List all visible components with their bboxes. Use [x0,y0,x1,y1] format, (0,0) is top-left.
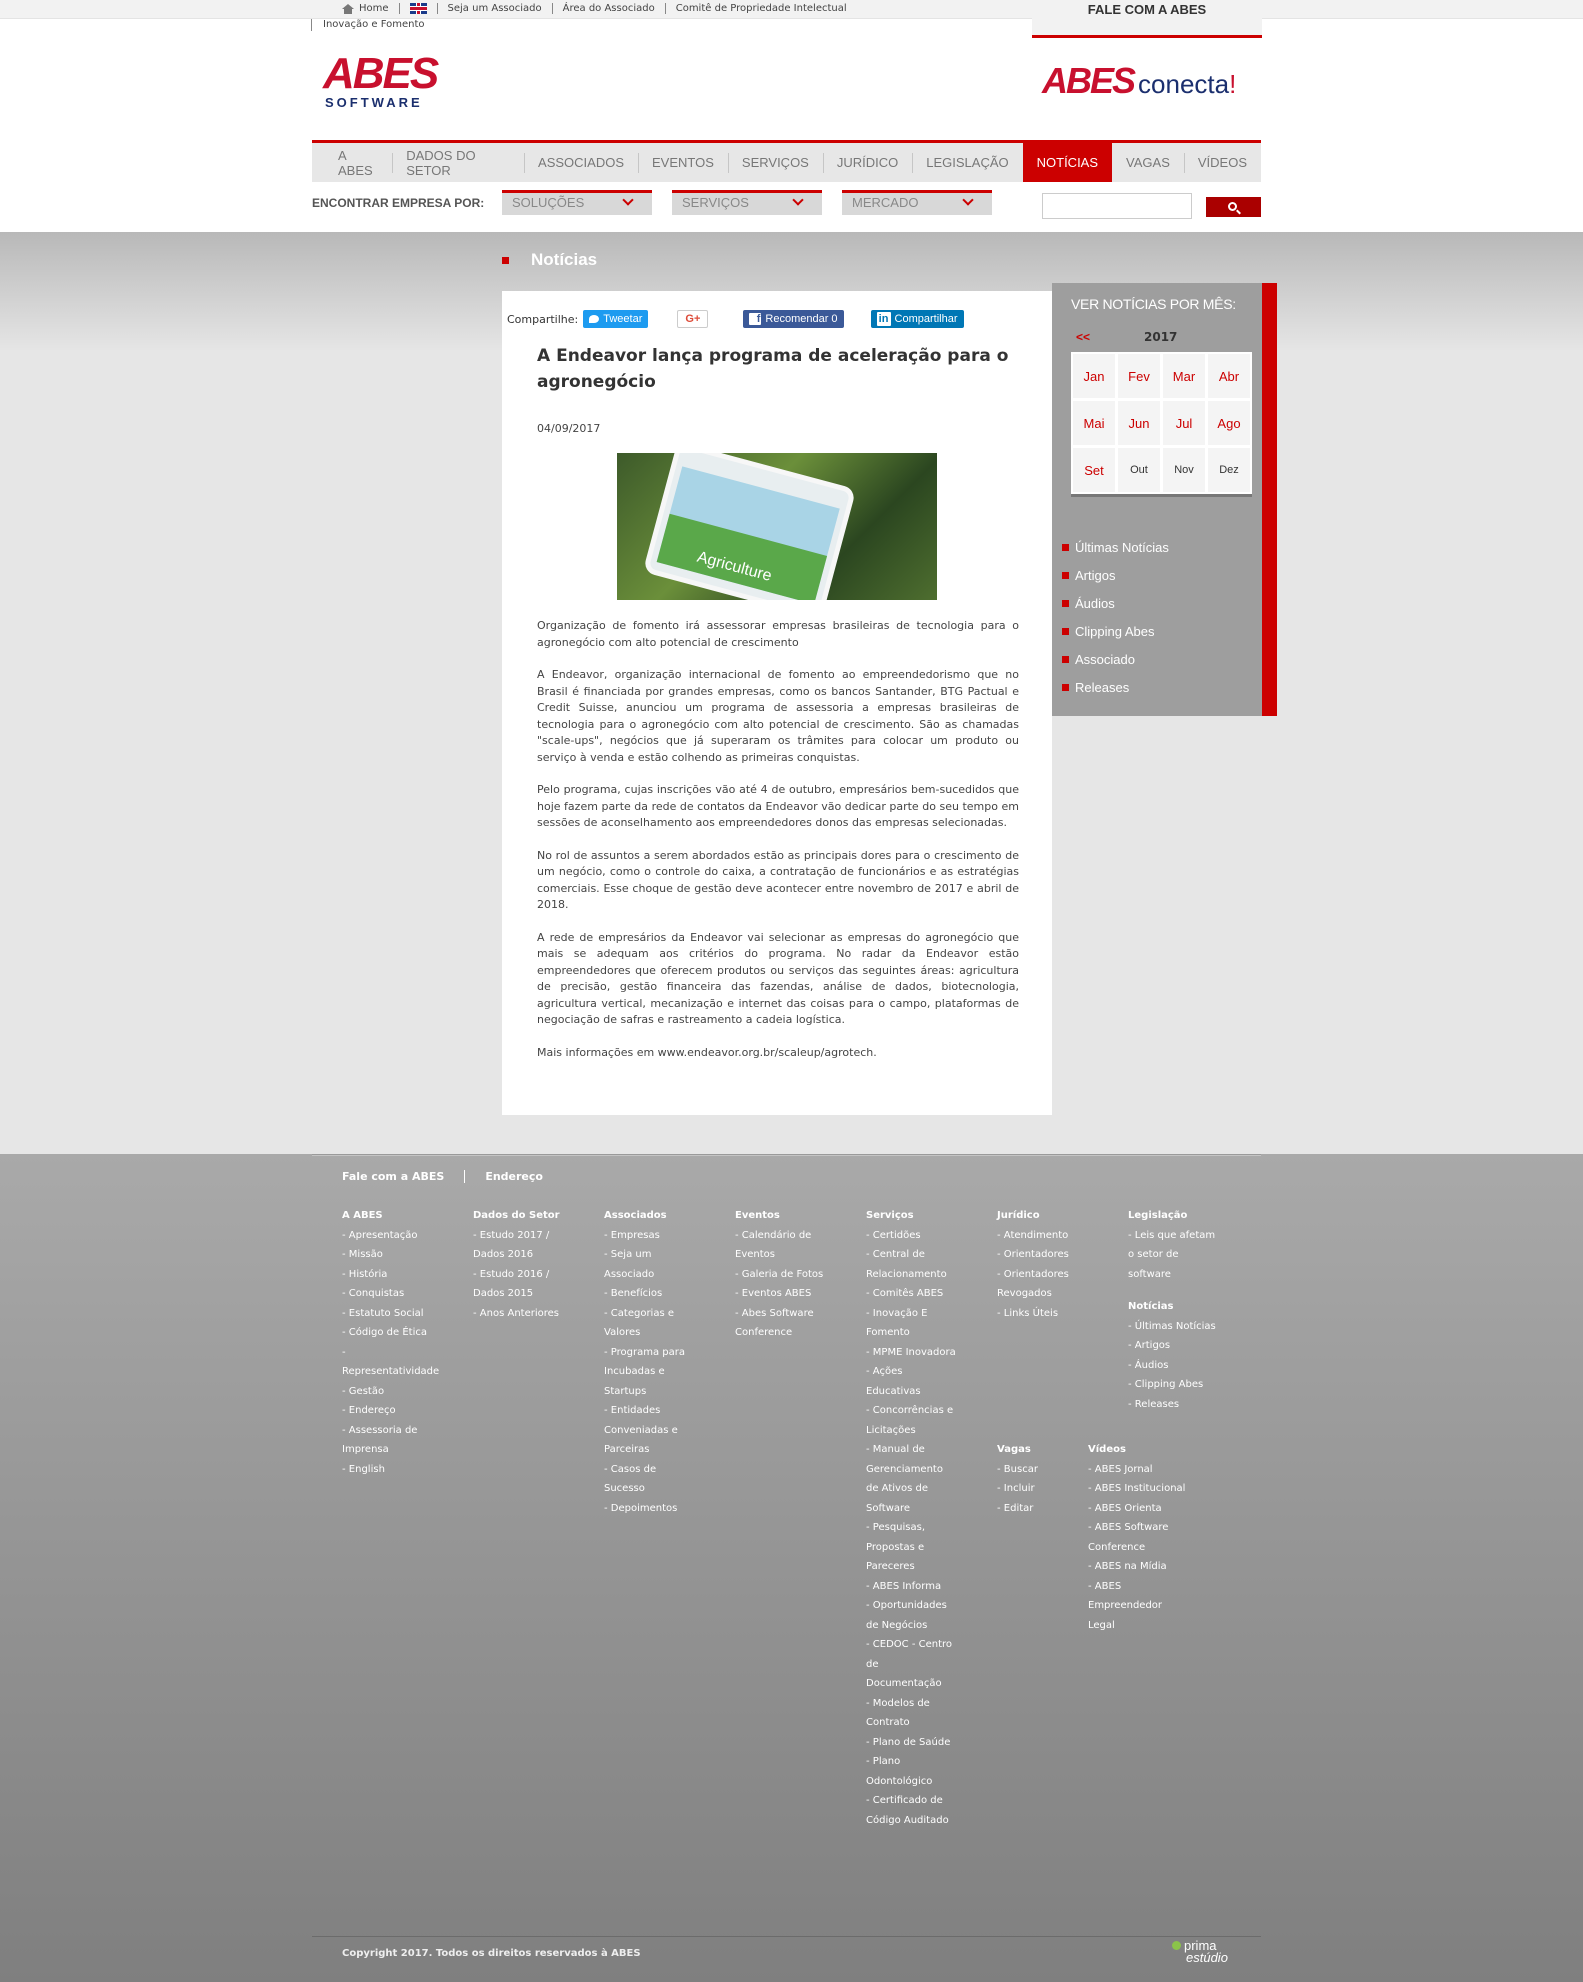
fale-com-abes-tab[interactable]: FALE COM A ABES [1032,0,1262,38]
tablet-illustration [643,453,857,600]
footer-link[interactable]: - Plano de Saúde [866,1733,956,1753]
footer-link[interactable]: - Empresas [604,1226,694,1246]
article-paragraph: A Endeavor, organização internacional de fomento ao empreendedorismo que no Brasil é financiada por grandes empresas, como os bancos Santander, BTG Pactual e Credit Suisse, anunciou um programa de assessoria a empresas brasileiras de tecnologia para o agronegócio com alto potencial de crescimento. São as chamadas "scale-ups", negócios que já superaram os trâmites para colocar um produto ou serviço à venda e estão colhendo as primeiras conquistas. [537,668,1019,764]
month-set[interactable]: Set [1073,448,1115,492]
footer-link[interactable]: - ABES Jornal [1088,1460,1188,1480]
footer-link[interactable]: - Programa para Incubadas e Startups [604,1343,694,1402]
linkedin-share-button[interactable] [871,310,964,328]
uk-flag-icon [410,3,427,14]
sidebar-link-clipping[interactable] [1062,617,1169,645]
footer-link[interactable]: - Oportunidades de Negócios [866,1596,956,1635]
month-out: Out [1118,448,1160,492]
footer-link[interactable]: - Certidões [866,1226,956,1246]
sidebar-links [1062,533,1169,701]
footer-column-heading[interactable]: Notícias [1128,1301,1174,1312]
month-abr[interactable]: Abr [1208,354,1250,398]
abes-logo[interactable] [323,49,448,110]
chevron-down-icon [792,194,803,205]
linkedin-icon: in [877,312,891,326]
footer-col-vagas [997,1440,1067,1518]
servicos-select[interactable] [672,190,822,215]
footer-link[interactable]: - Incluir [997,1479,1067,1499]
footer-link[interactable]: - Plano Odontológico [866,1752,956,1791]
footer-link[interactable]: - Gestão [342,1382,432,1402]
article-title: A Endeavor lança programa de aceleração para o agronegócio [537,346,1009,392]
footer-link[interactable]: - Últimas Notícias [1128,1317,1218,1337]
footer-link[interactable]: - Anos Anteriores [473,1304,563,1324]
month-nov: Nov [1163,448,1205,492]
sidebar-link-label: Clipping Abes [1075,623,1155,639]
month-calendar [1071,352,1252,497]
footer-link[interactable]: - Atendimento [997,1226,1087,1246]
prima-text: prima [1184,1938,1217,1953]
conecta-bang: ! [1229,69,1237,99]
sidebar-link-artigos[interactable] [1062,561,1169,589]
sidebar-link-releases[interactable] [1062,673,1169,701]
footer-link[interactable]: - ABES Institucional [1088,1479,1188,1499]
search-button[interactable] [1206,197,1261,217]
footer-link[interactable]: - Estudo 2017 / Dados 2016 [473,1226,563,1265]
footer-col-legislacao [1128,1206,1218,1284]
footer-col-dados [473,1206,563,1323]
footer-link[interactable]: - Abes Software Conference [735,1304,825,1343]
article-image [617,453,937,600]
nav-dados-setor[interactable]: DADOS DO SETOR [392,143,524,182]
facebook-recommend-button[interactable] [743,310,843,328]
footer-link[interactable]: - Certificado de Código Auditado [866,1791,956,1830]
footer-bottom-line [312,1936,1261,1937]
share-bar [507,310,964,328]
article-date: 04/09/2017 [537,422,601,435]
footer-column-heading[interactable]: Associados [604,1210,667,1221]
nav-vagas[interactable]: VAGAS [1126,155,1170,170]
nav-eventos[interactable]: EVENTOS [638,143,728,182]
article-paragraph: Mais informações em www.endeavor.org.br/scaleup/agrotech. [537,1045,877,1059]
prima-logo-icon [1172,1941,1181,1950]
footer-head [342,1170,543,1183]
footer-link[interactable]: - Comitês ABES [866,1284,956,1304]
footer-link[interactable]: - ABES Empreendedor Legal [1088,1577,1188,1636]
search-icon [1228,202,1237,211]
tablet-green-band [657,514,827,600]
footer-link[interactable]: - Galeria de Fotos [735,1265,825,1285]
footer-link[interactable]: - English [342,1460,432,1480]
home-link[interactable] [342,3,399,14]
sidebar-link-ultimas[interactable] [1062,533,1169,561]
footer-link[interactable]: - Pesquisas, Propostas e Pareceres [866,1518,956,1577]
english-flag-link[interactable] [399,3,437,14]
calendar-year: 2017 [1144,330,1178,344]
comite-link[interactable]: Comitê de Propriedade Intelectual [665,3,857,14]
footer-column-heading[interactable]: Jurídico [997,1210,1040,1221]
footer-link[interactable]: - Central de Relacionamento [866,1245,956,1284]
footer-link[interactable]: - Orientadores [997,1245,1087,1265]
sidebar-link-label: Áudios [1075,595,1115,611]
footer-column-heading[interactable]: Dados do Setor [473,1210,560,1221]
conecta-abes-text: ABES [1042,60,1135,101]
footer-link[interactable]: - Leis que afetam o setor de software [1128,1226,1218,1285]
solucoes-select[interactable] [502,190,652,215]
month-ago[interactable]: Ago [1208,401,1250,445]
article-panel [502,291,1052,1115]
sidebar-link-label: Últimas Notícias [1075,539,1169,555]
article-paragraph: Pelo programa, cujas inscrições vão até 4 de outubro, empresários bem-sucedidos que hoje fazem parte da rede de contatos da Endeavor vão dedicar parte do seu tempo em sessões de aconselhamento aos empreendedores donos das empresas selecionadas. [537,783,1019,829]
nav-legislacao[interactable]: LEGISLAÇÃO [912,143,1022,182]
bullet-icon [1062,572,1069,579]
footer-link[interactable]: - Áudios [1128,1356,1218,1376]
mercado-select-value: MERCADO [852,195,919,210]
footer-link[interactable]: - Código de Ética [342,1323,432,1343]
month-dez: Dez [1208,448,1250,492]
footer-col-servicos [866,1206,956,1830]
footer-column-heading[interactable]: Legislação [1128,1210,1188,1221]
logo-abes-text: ABES [323,49,438,98]
chevron-down-icon [962,194,973,205]
search-input[interactable] [1042,193,1192,219]
bullet-icon [1062,628,1069,635]
footer-link[interactable]: - Endereço [342,1401,432,1421]
main-nav [312,140,1261,182]
footer-link[interactable]: - Calendário de Eventos [735,1226,825,1265]
nav-associados[interactable]: ASSOCIADOS [524,143,638,182]
tweet-label: Tweetar [603,313,643,325]
footer-link[interactable]: - Representatividade [342,1343,432,1382]
top-links [342,3,857,14]
footer-link[interactable]: - MPME Inovadora [866,1343,956,1363]
finder-label: ENCONTRAR EMPRESA POR: [312,196,485,210]
footer-endereco-link[interactable]: Endereço [485,1170,543,1183]
footer-link[interactable]: - Links Úteis [997,1304,1087,1324]
sidebar-link-label: Associado [1075,651,1135,667]
footer-head-separator [464,1170,465,1183]
copyright-text: Copyright 2017. Todos os direitos reservados à ABES [342,1948,641,1959]
footer-divider [312,1154,1261,1156]
footer-col-noticias [1128,1297,1218,1414]
sidebar-link-label: Artigos [1075,567,1116,583]
bullet-icon [1062,684,1069,691]
footer-col-videos [1088,1440,1188,1635]
share-label: Compartilhe: [507,312,579,326]
footer-link[interactable]: - História [342,1265,432,1285]
logo-software-text: SOFTWARE [325,95,423,110]
facebook-icon: f [749,313,761,325]
bullet-icon [1062,544,1069,551]
footer-col-juridico [997,1206,1087,1323]
servicos-select-value: SERVIÇOS [682,195,749,210]
footer-link[interactable]: - CEDOC - Centro de Documentação [866,1635,956,1694]
footer-link[interactable]: - Modelos de Contrato [866,1694,956,1733]
month-jan[interactable]: Jan [1073,354,1115,398]
footer-link[interactable]: - Ações Educativas [866,1362,956,1401]
footer-link[interactable]: - Manual de Gerenciamento de Ativos de Software [866,1440,956,1518]
mercado-select[interactable] [842,190,992,215]
footer-link[interactable]: - Seja um Associado [604,1245,694,1284]
footer-link[interactable]: - Estatuto Social [342,1304,432,1324]
abes-conecta-logo[interactable] [1042,60,1236,102]
sidebar-link-associado[interactable] [1062,645,1169,673]
nav-juridico[interactable]: JURÍDICO [823,143,912,182]
article-paragraph: No rol de assuntos a serem abordados estão as principais dores para o crescimento de um negócio, como o controle do caixa, a contratação de funcionários e as estratégias comerciais. Esse choque de gestão deve acontecer entre novembro de 2017 e abril de 2018. [537,848,1019,911]
footer-column-heading[interactable]: Vídeos [1088,1444,1126,1455]
footer-link[interactable]: - ABES Software Conference [1088,1518,1188,1557]
footer-link[interactable]: - Conquistas [342,1284,432,1304]
footer-link[interactable]: - Depoimentos [604,1499,694,1519]
gplus-button[interactable]: G+ [677,310,708,328]
footer-link[interactable]: - ABES Informa [866,1577,956,1597]
month-jun[interactable]: Jun [1118,401,1160,445]
footer-link[interactable]: - Benefícios [604,1284,694,1304]
footer-link[interactable]: - Inovação E Fomento [866,1304,956,1343]
news-by-month-sidebar [1052,283,1277,716]
month-mar[interactable]: Mar [1163,354,1205,398]
solucoes-select-value: SOLUÇÕES [512,195,585,210]
bullet-icon [1062,656,1069,663]
nav-videos[interactable]: VÍDEOS [1184,143,1261,182]
footer-link[interactable]: - Orientadores Revogados [997,1265,1087,1304]
footer-link[interactable]: - Artigos [1128,1336,1218,1356]
seja-associado-link[interactable]: Seja um Associado [437,3,552,14]
conecta-text [1138,69,1236,100]
area-associado-link[interactable]: Área do Associado [552,3,665,14]
conecta-word: conecta [1138,69,1230,99]
sidebar-link-audios[interactable] [1062,589,1169,617]
footer-column-heading[interactable]: Serviços [866,1210,914,1221]
article-body [537,618,1019,1077]
company-finder [312,190,1261,222]
month-fev[interactable]: Fev [1118,354,1160,398]
estudio-text: estúdio [1186,1950,1228,1965]
footer-column-heading[interactable]: Vagas [997,1444,1031,1455]
nav-servicos[interactable]: SERVIÇOS [728,143,823,182]
sidebar-title: VER NOTÍCIAS POR MÊS: [1071,296,1236,312]
footer-col-abes [342,1206,440,1479]
article-paragraph: A rede de empresários da Endeavor vai selecionar as empresas do agronegócio que mais se adequam aos critérios do programa. No radar da Endeavor estão empreendedores que oferecem produtos ou serviços das seguintes áreas: agricultura de precisão, gestão financeira das fazendas, análise de dados, biotecnologia, agricultura vertical, mecanização e internet das coisas para o campo, plataformas de negociação de safras e rastreamento a cadeia logística. [537,930,1019,1026]
footer-link[interactable]: - ABES na Mídia [1088,1557,1188,1577]
linkedin-label: Compartilhar [894,313,958,325]
twitter-icon [589,315,599,323]
prima-estudio-logo[interactable] [1172,1940,1228,1964]
footer-link[interactable]: - ABES Orienta [1088,1499,1188,1519]
footer-link[interactable]: - Releases [1128,1395,1218,1415]
footer-column-heading[interactable]: Eventos [735,1210,780,1221]
prev-year-link[interactable]: << [1076,330,1091,344]
footer-link[interactable]: - Clipping Abes [1128,1375,1218,1395]
home-link-label: Home [359,3,389,14]
footer-link[interactable]: - Apresentação [342,1226,432,1246]
home-icon [342,4,354,14]
tweet-button[interactable] [583,310,648,328]
footer-link[interactable]: - Assessoria de Imprensa [342,1421,432,1460]
nav-noticias[interactable]: NOTÍCIAS [1023,143,1112,182]
footer-col-eventos [735,1206,825,1343]
month-jul[interactable]: Jul [1163,401,1205,445]
footer-link[interactable]: - Concorrências e Licitações [866,1401,956,1440]
footer-link[interactable]: - Categorias e Valores [604,1304,694,1343]
footer-col-associados [604,1206,694,1518]
month-mai[interactable]: Mai [1073,401,1115,445]
footer-link[interactable]: - Entidades Conveniadas e Parceiras [604,1401,694,1460]
section-title-text: Notícias [531,250,598,269]
footer [0,1154,1583,1982]
inovacao-link[interactable]: Inovação e Fomento [311,19,425,31]
footer-fale-link[interactable]: Fale com a ABES [342,1170,445,1183]
nav-a-abes[interactable]: A ABES [338,147,373,178]
facebook-label: Recomendar 0 [765,313,838,325]
article-paragraph: Organização de fomento irá assessorar empresas brasileiras de tecnologia para o agronegócio com alto potencial de crescimento [537,619,1019,649]
footer-link[interactable]: - Missão [342,1245,432,1265]
chevron-down-icon [622,194,633,205]
footer-column-heading[interactable]: A ABES [342,1210,383,1221]
sidebar-link-label: Releases [1075,679,1130,695]
bullet-icon [502,257,509,264]
section-title [502,250,597,270]
bullet-icon [1062,600,1069,607]
footer-link[interactable]: - Editar [997,1499,1067,1519]
image-caption-text: Agriculture [695,548,774,585]
footer-link[interactable]: - Casos de Sucesso [604,1460,694,1499]
footer-link[interactable]: - Eventos ABES [735,1284,825,1304]
footer-link[interactable]: - Buscar [997,1460,1067,1480]
footer-link[interactable]: - Estudo 2016 / Dados 2015 [473,1265,563,1304]
